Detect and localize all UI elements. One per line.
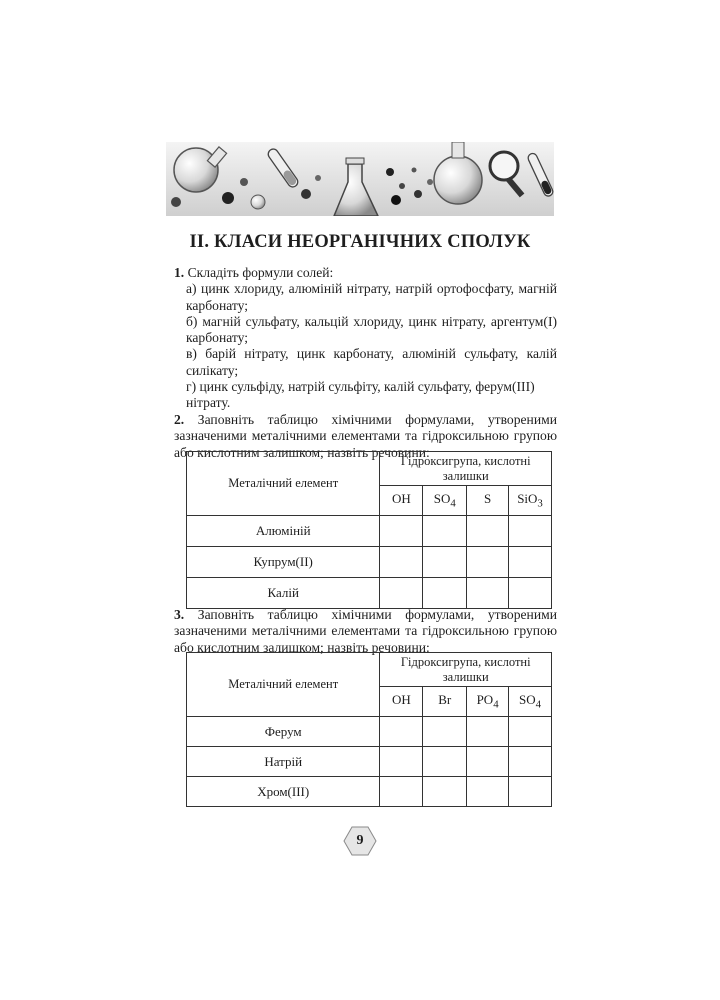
column-oh: OH [380, 486, 423, 516]
answer-cell[interactable] [380, 516, 423, 547]
answer-cell[interactable] [423, 547, 467, 578]
answer-cell[interactable] [509, 516, 552, 547]
answer-cell[interactable] [467, 747, 509, 777]
answer-cell[interactable] [509, 747, 552, 777]
group-header: Гідроксигрупа, кислотні залишки [380, 452, 552, 486]
chemistry-banner [166, 142, 554, 216]
column-so4: $SO_4$ [423, 486, 467, 516]
row-label: Ферум [187, 717, 380, 747]
task-3-table [186, 652, 552, 807]
table-row [187, 578, 552, 609]
answer-cell[interactable] [467, 777, 509, 807]
task-2-prompt-text: Заповніть таблицю хімічними формулами, утвореними зазначеними металічними елементами та гідроксильною групою або кислотним залишком; назвіть речовини: [174, 412, 557, 460]
element-header: Металічний елемент [187, 452, 380, 516]
answer-cell[interactable] [509, 777, 552, 807]
answer-cell[interactable] [380, 717, 423, 747]
task-1 [174, 265, 557, 412]
task-2-number: 2. [174, 412, 185, 427]
answer-cell[interactable] [423, 747, 467, 777]
row-label: Алюміній [187, 516, 380, 547]
column-s: S [467, 486, 509, 516]
table-row [187, 547, 552, 578]
page-number: 9 [356, 833, 364, 848]
answer-cell[interactable] [467, 547, 509, 578]
column-br: Br [423, 687, 467, 717]
row-label: Калій [187, 578, 380, 609]
row-label: Натрій [187, 747, 380, 777]
answer-cell[interactable] [467, 578, 509, 609]
answer-cell[interactable] [423, 777, 467, 807]
page-number-badge [343, 824, 377, 858]
task-1-number: 1. [174, 265, 185, 280]
answer-cell[interactable] [467, 717, 509, 747]
answer-cell[interactable] [380, 747, 423, 777]
task-3-prompt [174, 607, 557, 656]
table-row [187, 777, 552, 807]
task-1-item-c: в) барій нітрату, цинк карбонату, алюміній сульфату, калій силікату; [186, 346, 557, 378]
answer-cell[interactable] [380, 578, 423, 609]
table-row [187, 747, 552, 777]
answer-cell[interactable] [380, 547, 423, 578]
task-1-prompt-text: Складіть формули солей: [187, 265, 334, 280]
task-1-item-d: г) цинк сульфіду, натрій сульфіту, калій сульфату, ферум(ІІІ) нітрату. [186, 379, 535, 411]
answer-cell[interactable] [423, 578, 467, 609]
group-header: Гідроксигрупа, кислотні залишки [380, 653, 552, 687]
task-3-number: 3. [174, 607, 185, 622]
column-po4: $PO_4$ [467, 687, 509, 717]
column-so4: $SO_4$ [509, 687, 552, 717]
task-1-item-a: а) цинк хлориду, алюміній нітрату, натрій ортофосфату, магній карбонату; [186, 281, 557, 313]
element-header: Металічний елемент [187, 653, 380, 717]
task-3 [174, 607, 557, 656]
table-row [187, 717, 552, 747]
row-label: Купрум(ІІ) [187, 547, 380, 578]
row-label: Хром(ІІІ) [187, 777, 380, 807]
answer-cell[interactable] [509, 547, 552, 578]
answer-cell[interactable] [423, 516, 467, 547]
answer-cell[interactable] [467, 516, 509, 547]
column-oh: OH [380, 687, 423, 717]
column-sio3: SiO$_3$ [509, 486, 552, 516]
task-3-prompt-text: Заповніть таблицю хімічними формулами, утвореними зазначеними металічними елементами та гідроксильною групою або кислотним залишком; назвіть речовини: [174, 607, 557, 655]
answer-cell[interactable] [423, 717, 467, 747]
answer-cell[interactable] [380, 777, 423, 807]
answer-cell[interactable] [509, 717, 552, 747]
table-row [187, 516, 552, 547]
task-1-prompt [174, 265, 557, 281]
section-title: II. КЛАСИ НЕОРГАНІЧНИХ СПОЛУК [189, 232, 531, 252]
task-2-table [186, 451, 552, 609]
answer-cell[interactable] [509, 578, 552, 609]
task-1-item-b: б) магній сульфату, кальцій хлориду, цинк нітрату, аргентум(І) карбонату; [186, 313, 557, 346]
